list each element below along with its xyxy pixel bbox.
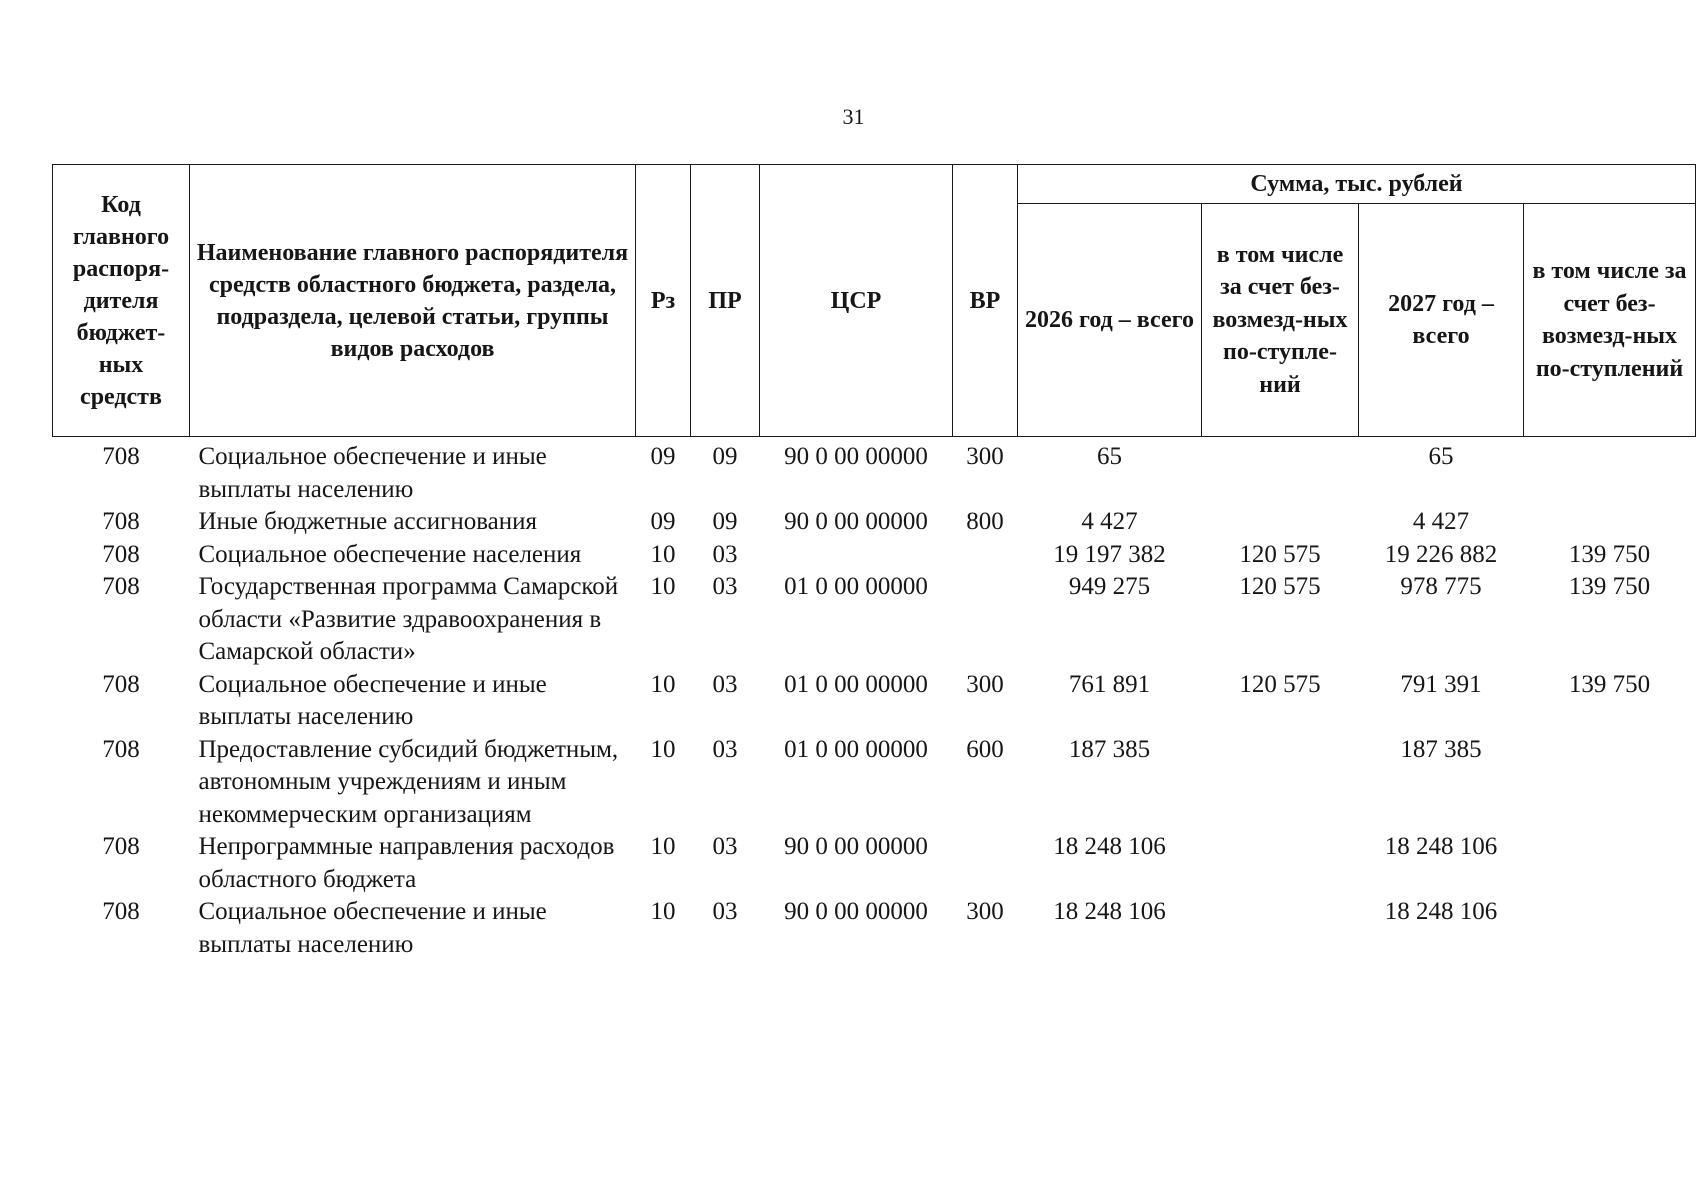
cell-pr: 09 (712, 443, 738, 470)
header-code: Код главного распоря-дителя бюджет-ных средств (53, 165, 190, 437)
header-rz: Рз (636, 165, 691, 437)
cell-name: Иные бюджетные ассигнования (198, 508, 538, 535)
header-sum-title: Сумма, тыс. рублей (1018, 165, 1696, 204)
table-row (53, 669, 1696, 734)
cell-2026-gratuitous: 120 575 (1239, 540, 1321, 568)
cell-rz: 10 (650, 540, 676, 568)
cell-name: Предоставление субсидий бюджетным, автономным учреждениям и иным некоммерческим организациям (198, 735, 619, 828)
budget-table (52, 164, 1696, 961)
cell-name: Непрограммные направления расходов областного бюджета (198, 833, 615, 893)
cell-code: 708 (102, 735, 140, 763)
cell-vr (953, 831, 1018, 896)
cell-2026-total: 18 248 106 (1053, 898, 1166, 925)
table-row (53, 734, 1696, 832)
cell-2027-total: 978 775 (1400, 573, 1482, 600)
cell-2027-gratuitous: 139 750 (1568, 540, 1651, 568)
cell-code: 708 (102, 898, 140, 925)
cell-2026-gratuitous (1202, 734, 1359, 832)
cell-2027-gratuitous (1524, 506, 1696, 539)
cell-2027-total: 65 (1428, 443, 1454, 470)
cell-vr (953, 539, 1018, 572)
cell-rz: 10 (650, 735, 676, 763)
header-2027-total: 2027 год – всего (1359, 204, 1524, 437)
cell-vr: 600 (966, 735, 1004, 763)
budget-table-wrap (52, 164, 1695, 961)
cell-name: Социальное обеспечение и иные выплаты населению (198, 898, 547, 958)
cell-name: Социальное обеспечение населения (198, 540, 582, 568)
cell-csr: 90 0 00 00000 (784, 443, 928, 470)
header-2026-total: 2026 год – всего (1018, 204, 1202, 437)
cell-2026-total: 65 (1097, 443, 1122, 470)
cell-csr: 01 0 00 00000 (784, 735, 928, 763)
cell-2026-gratuitous (1202, 896, 1359, 961)
cell-csr: 90 0 00 00000 (784, 898, 928, 925)
cell-2027-gratuitous: 139 750 (1568, 670, 1651, 698)
cell-rz: 10 (650, 670, 676, 698)
cell-2027-gratuitous: 139 750 (1568, 573, 1651, 600)
cell-rz: 09 (650, 443, 676, 470)
cell-2026-gratuitous: 120 575 (1239, 670, 1321, 698)
cell-2027-total: 19 226 882 (1384, 540, 1498, 568)
table-row (53, 539, 1696, 572)
cell-vr: 300 (966, 898, 1004, 925)
page-number: 31 (842, 104, 865, 129)
table-body (53, 437, 1696, 962)
cell-2027-gratuitous (1524, 734, 1696, 832)
header-pr: ПР (691, 165, 760, 437)
cell-code: 708 (102, 573, 140, 600)
cell-rz: 10 (650, 573, 676, 600)
cell-2027-total: 4 427 (1412, 508, 1470, 535)
cell-pr: 03 (712, 670, 738, 698)
cell-2027-total: 791 391 (1400, 670, 1482, 698)
cell-csr: 01 0 00 00000 (784, 573, 928, 600)
cell-code: 708 (102, 443, 140, 470)
cell-2026-total: 4 427 (1081, 508, 1138, 535)
cell-rz: 10 (650, 898, 676, 925)
cell-pr: 03 (712, 573, 738, 600)
cell-code: 708 (102, 508, 140, 535)
cell-2027-total: 18 248 106 (1384, 833, 1498, 860)
header-2027-gratuitous: в том числе за счет без-возмезд-ных по-ступлений (1524, 204, 1696, 437)
cell-2026-total: 761 891 (1068, 670, 1151, 698)
cell-2026-gratuitous: 120 575 (1239, 573, 1321, 600)
table-row (53, 506, 1696, 539)
cell-2027-gratuitous (1524, 437, 1696, 507)
cell-code: 708 (102, 833, 140, 860)
table-row (53, 831, 1696, 896)
cell-name: Государственная программа Самарской области «Развитие здравоохранения в Самарской области» (198, 573, 619, 665)
table-header (53, 165, 1696, 437)
header-csr: ЦСР (760, 165, 953, 437)
cell-rz: 09 (650, 508, 676, 535)
cell-pr: 03 (712, 735, 738, 763)
cell-code: 708 (102, 670, 140, 698)
table-row (53, 571, 1696, 669)
table-row (53, 896, 1696, 961)
cell-csr: 90 0 00 00000 (784, 508, 928, 535)
cell-2026-gratuitous (1202, 437, 1359, 507)
cell-2027-gratuitous (1524, 831, 1696, 896)
header-name: Наименование главного распорядителя средств областного бюджета, раздела, подраздела, целевой статьи, группы видов расходов (190, 165, 636, 437)
table-row (53, 437, 1696, 507)
cell-vr: 300 (966, 443, 1004, 470)
cell-2026-total: 187 385 (1068, 735, 1151, 763)
cell-code: 708 (102, 540, 140, 568)
cell-pr: 03 (712, 833, 738, 860)
cell-2026-total: 19 197 382 (1053, 540, 1166, 568)
cell-2026-gratuitous (1202, 506, 1359, 539)
cell-2027-gratuitous (1524, 896, 1696, 961)
cell-csr: 90 0 00 00000 (784, 833, 928, 860)
cell-pr: 03 (712, 540, 738, 568)
cell-name: Социальное обеспечение и иные выплаты населению (198, 443, 547, 503)
cell-vr: 300 (966, 670, 1004, 698)
cell-2027-total: 187 385 (1400, 735, 1482, 763)
header-2026-gratuitous: в том числе за счет без-возмезд-ных по-ступле-ний (1202, 204, 1359, 437)
cell-vr (953, 571, 1018, 669)
cell-csr (760, 539, 953, 572)
cell-2026-total: 949 275 (1068, 573, 1151, 600)
cell-2027-total: 18 248 106 (1384, 898, 1498, 925)
cell-pr: 03 (712, 898, 738, 925)
header-vr: ВР (953, 165, 1018, 437)
cell-vr: 800 (966, 508, 1004, 535)
cell-csr: 01 0 00 00000 (784, 670, 928, 698)
cell-pr: 09 (712, 508, 738, 535)
cell-2026-total: 18 248 106 (1053, 833, 1166, 860)
cell-2026-gratuitous (1202, 831, 1359, 896)
cell-rz: 10 (650, 833, 676, 860)
cell-name: Социальное обеспечение и иные выплаты населению (198, 670, 547, 730)
